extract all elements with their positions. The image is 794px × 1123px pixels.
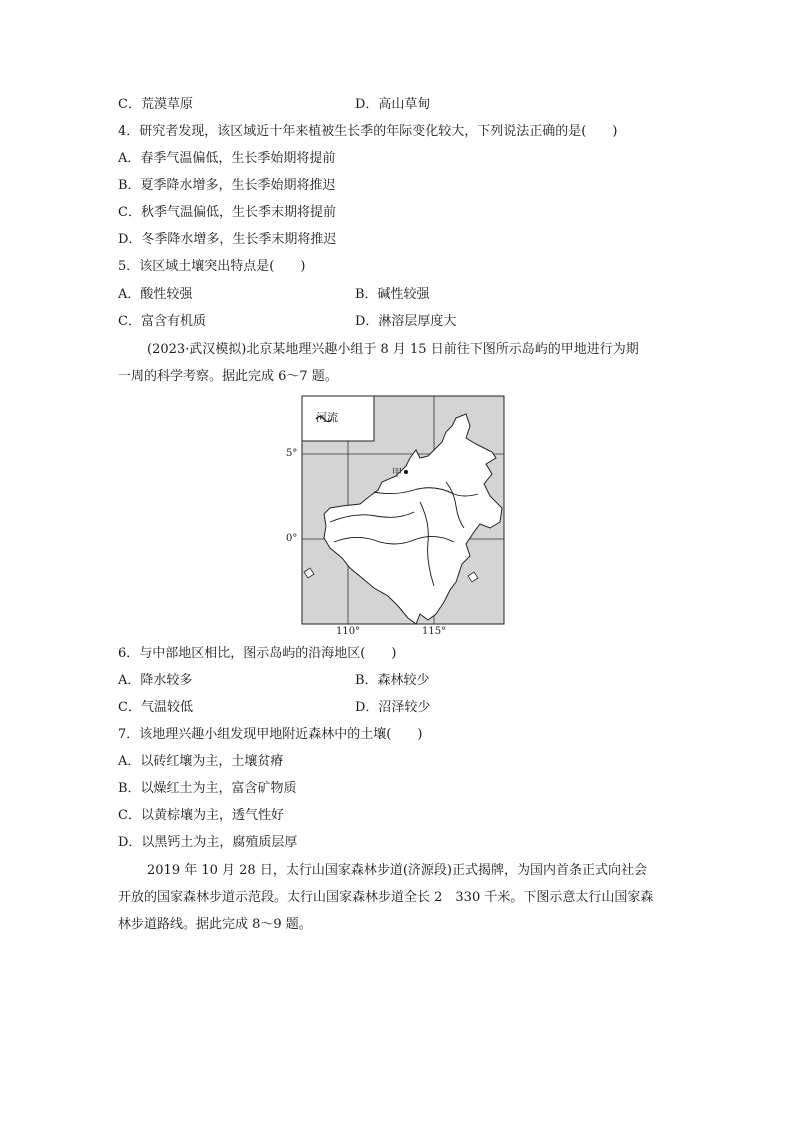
legend-box [302, 396, 374, 441]
intro-8-9-line1: 2019 年 10 月 28 日，太行山国家森林步道(济源段)正式揭牌，为国内首条正式向社会 [147, 863, 647, 878]
q5-option-a: A．酸性较强 [118, 287, 193, 302]
q7-option-d: D．以黑钙土为主，腐殖质层厚 [118, 835, 298, 850]
intro-6-7-line1: (2023·武汉模拟)北京某地理兴趣小组于 8 月 15 日前往下图所示岛屿的甲地进行为期 [147, 342, 639, 357]
q3-option-c: C．荒漠草原 [118, 97, 193, 112]
q7-stem: 7．该地理兴趣小组发现甲地附近森林中的土壤( ) [118, 727, 423, 742]
q5-stem: 5．该区域土壤突出特点是( ) [118, 259, 306, 274]
q6-option-d: D．沼泽较少 [355, 700, 431, 715]
island-map-svg [270, 392, 510, 640]
island-map [270, 392, 510, 640]
q6-option-b: B．森林较少 [355, 673, 430, 688]
intro-8-9-line3: 林步道路线。据此完成 8～9 题。 [118, 917, 312, 932]
q7-option-a: A．以砖红壤为主，土壤贫瘠 [118, 754, 284, 769]
q4-stem: 4．研究者发现，该区域近十年来植被生长季的年际变化较大，下列说法正确的是( ) [118, 124, 618, 139]
q4-option-d: D．冬季降水增多，生长季末期将推迟 [118, 232, 337, 247]
q6-option-a: A．降水较多 [118, 673, 193, 688]
q7-option-b: B．以燥红土为主，富含矿物质 [118, 781, 297, 796]
map-place-jia-label: 甲 [392, 468, 402, 479]
q4-option-c: C．秋季气温偏低，生长季末期将提前 [118, 205, 336, 220]
q6-stem: 6．与中部地区相比，图示岛屿的沿海地区( ) [118, 646, 397, 661]
map-lon-115-label: 115° [422, 626, 447, 637]
map-lon-110-label: 110° [336, 626, 361, 637]
intro-6-7-line2: 一周的科学考察。据此完成 6～7 题。 [118, 369, 338, 384]
q4-option-a: A．春季气温偏低，生长季始期将提前 [118, 151, 336, 166]
q5-option-d: D．淋溶层厚度大 [355, 314, 457, 329]
map-legend-label: 河流 [316, 411, 338, 424]
q7-option-c: C．以黄棕壤为主，透气性好 [118, 808, 284, 823]
map-lat-5-label: 5° [286, 448, 298, 459]
point-jia [404, 470, 408, 474]
q3-option-d: D．高山草甸 [355, 97, 431, 112]
intro-8-9-line2: 开放的国家森林步道示范段。太行山国家森林步道全长 2 330 千米。下图示意太行山国家森 [118, 890, 654, 905]
q4-option-b: B．夏季降水增多，生长季始期将推迟 [118, 178, 336, 193]
map-lat-0-label: 0° [286, 533, 298, 544]
q5-option-c: C．富含有机质 [118, 314, 206, 329]
q6-option-c: C．气温较低 [118, 700, 193, 715]
q5-option-b: B．碱性较强 [355, 287, 430, 302]
